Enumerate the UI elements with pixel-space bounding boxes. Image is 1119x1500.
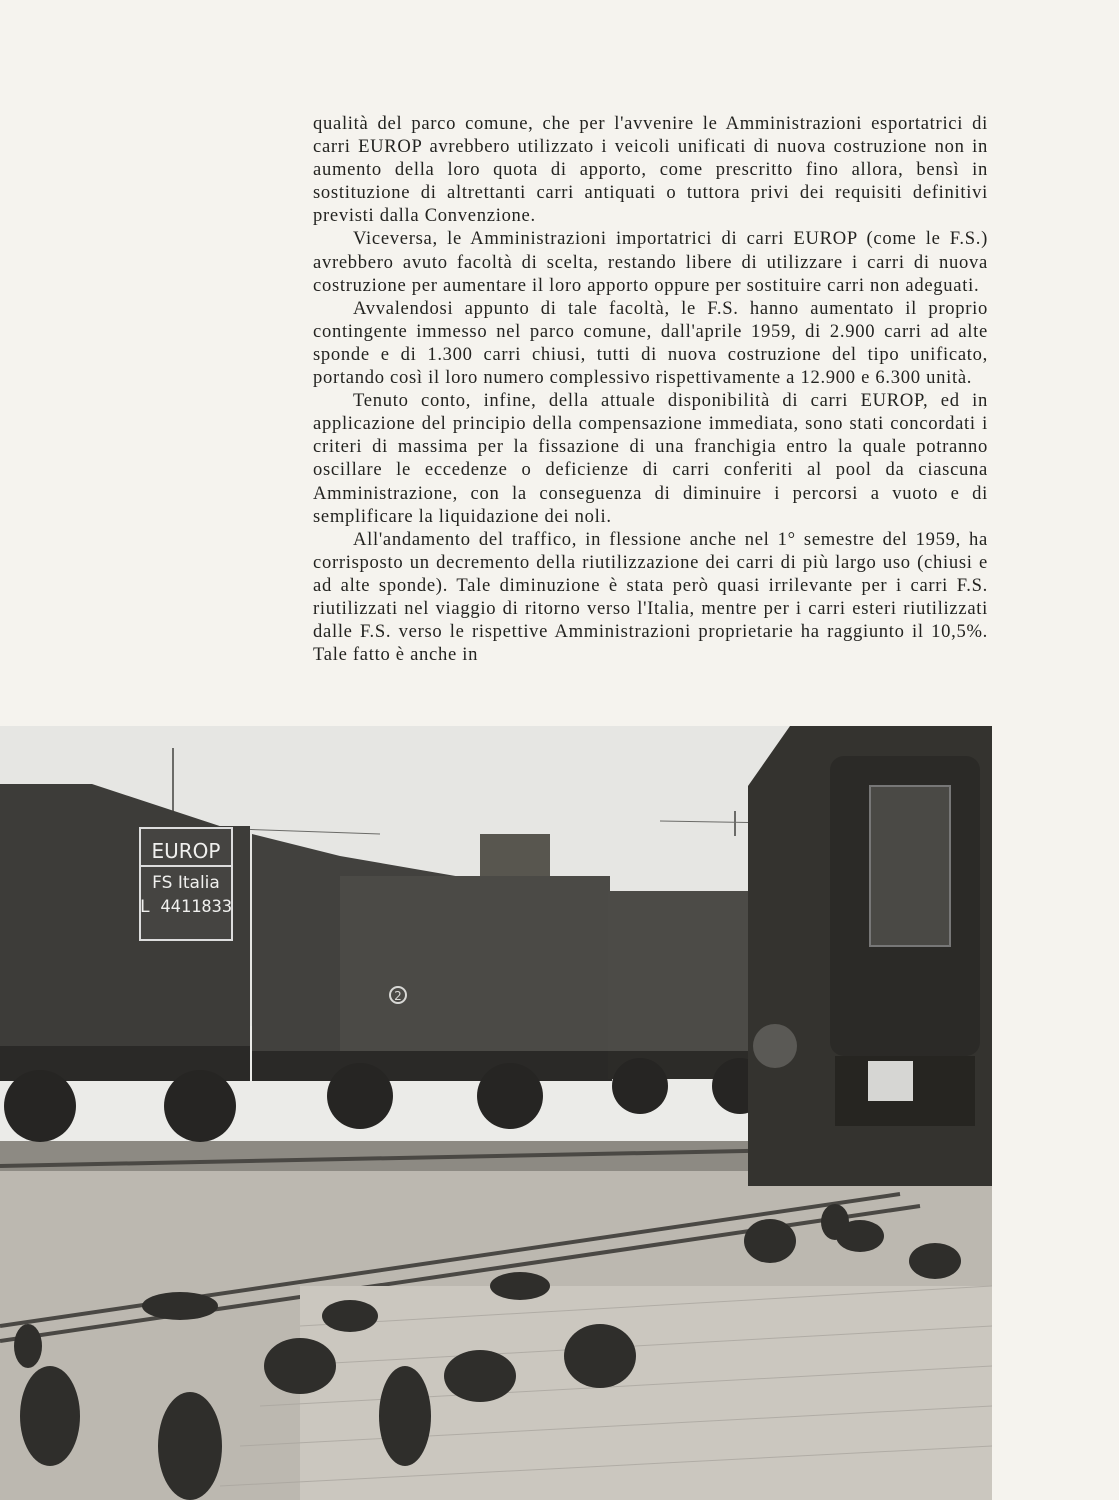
plate-line-2: FS Italia [152,873,220,893]
freight-wagons-photo [0,726,992,1500]
circle-mark: 2 [394,989,402,1003]
plate-line-3: L 4411833 [139,897,233,917]
paragraph-3: Avvalendosi appunto di tale facoltà, le F.S. hanno aumentato il proprio contingente immesso nel parco comune, dall'aprile 1959, di 2.900 carri ad alte sponde e di 1.300 carri chiusi, tutti di nuova costruzione del tipo unificato, portando così il loro numero complessivo rispettivamente a 12.900 e 6.300 unità. [313,297,988,389]
coach [748,726,992,1186]
paragraph-2: Viceversa, le Amministrazioni importatrici di carri EUROP (come le F.S.) avrebbero avuto facoltà di scelta, restando libere di utilizzare i carri di nuova costruzione per aumentare il loro apporto oppure per sostituire carri non adeguati. [313,228,988,296]
article-text [313,112,988,666]
paragraph-1: qualità del parco comune, che per l'avvenire le Amministrazioni esportatrici di carri EUROP avrebbero utilizzato i veicoli unificati di nuova costruzione non in aumento della loro quota di apporto, come prescritto fino allora, bensì in sostituzione di altrettanti carri antiquati o tuttora privi dei requisiti definitivi previsti dalla Convenzione. [313,113,988,227]
wagon-third [608,891,770,1056]
paragraph-5: All'andamento del traffico, in flessione anche nel 1° semestre del 1959, ha corrisposto un decremento della riutilizzazione dei carri di più largo uso (chiusi e ad alte sponde). Tale diminuzione è stata però quasi irrilevante per i carri F.S. riutilizzati nel viaggio di ritorno verso l'Italia, mentre per i carri esteri riutilizzati dalle F.S. verso le rispettive Amministrazioni proprietarie ha raggiunto il 10,5%. Tale fatto è anche in [313,528,988,666]
plate-line-1: EUROP [151,839,221,863]
paragraph-4: Tenuto conto, infine, della attuale disponibilità di carri EUROP, ed in applicazione del principio della compensazione immediata, sono stati concordati i criteri di massima per la fissazione di una franchigia entro la quale potranno oscillare le eccedenze o deficienze di carri conferiti al pool da ciascuna Amministrazione, con la conseguenza di diminuire i percorsi a vuoto e di semplificare la liquidazione dei noli. [313,390,988,527]
